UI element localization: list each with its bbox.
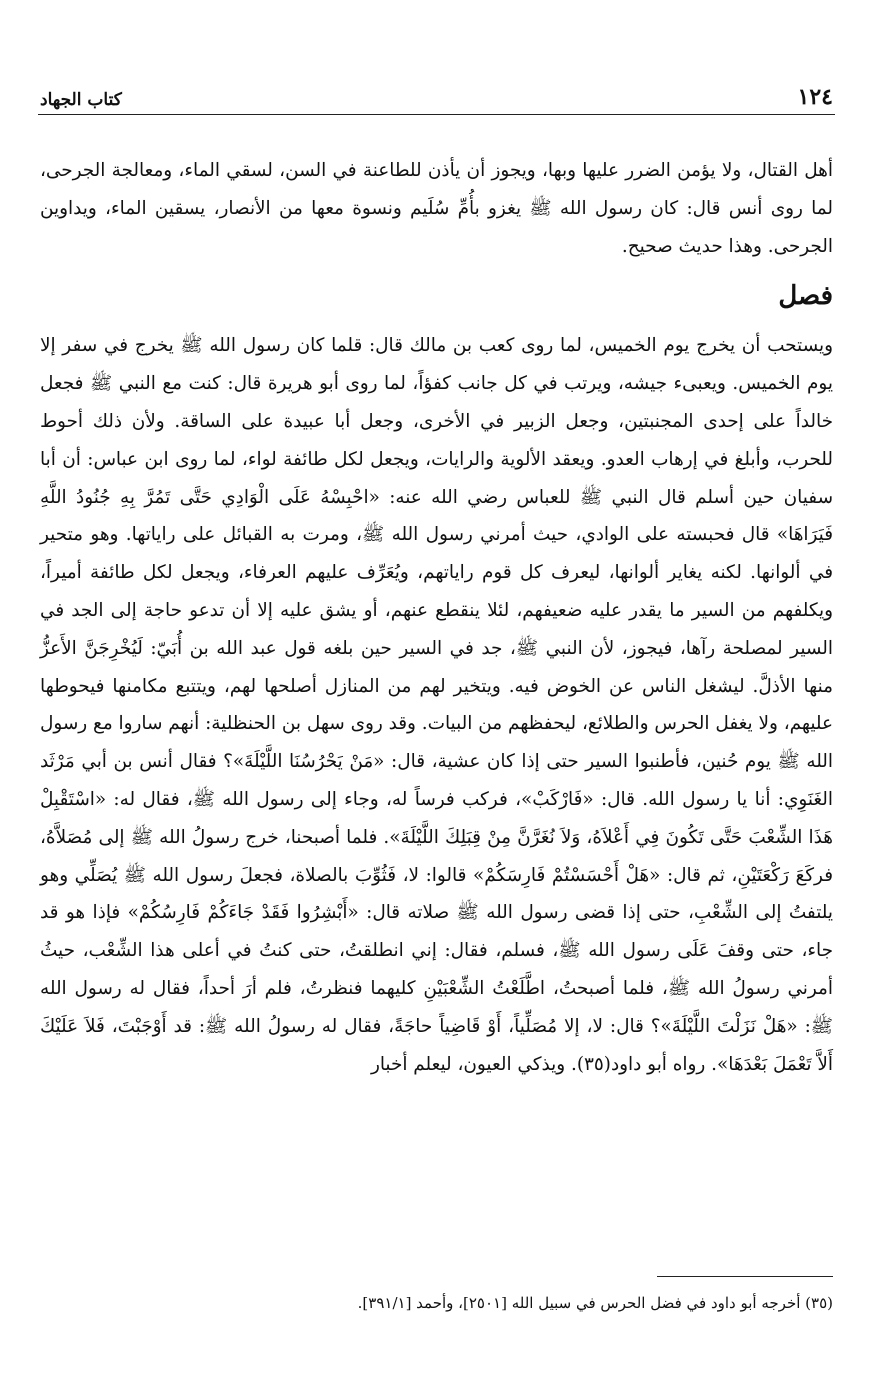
- footnote-rule: [657, 1276, 833, 1277]
- page-number: ١٢٤: [797, 84, 833, 110]
- body-text: [40, 152, 833, 1083]
- running-header: [40, 78, 833, 110]
- paragraph-1: أهل القتال، ولا يؤمن الضرر عليها وبها، ويجوز أن يأذن للطاعنة في السن، لسقي الماء، ومعالجة الجرحى، لما روى أنس قال: كان رسول الله ﷺ يغزو بأُمِّ سُلَيم ونسوة معها من الأنصار، يسقين الماء، ويداوين الجرحى. وهذا حديث صحيح.: [40, 160, 833, 257]
- header-rule: [38, 114, 835, 115]
- section-heading: فصل: [778, 281, 833, 312]
- footnote: (٣٥) أخرجه أبو داود في فضل الحرس في سبيل الله [٢٥٠١]، وأحمد [٣٩١/١].: [357, 1294, 833, 1312]
- paragraph-2: ويستحب أن يخرج يوم الخميس، لما روى كعب بن مالك قال: قلما كان رسول الله ﷺ يخرج في سفر إلا يوم الخميس. ويعبىء جيشه، ويرتب في كل جانب كفؤاً، لما روى أبو هريرة قال: كنت مع النبي ﷺ فجعل خالداً على إحدى المجنبتين، وجعل الزبير في الأخرى، وجعل أبا عبيدة على الساقة. ولأن ذلك أحوط للحرب، وأبلغ في إرهاب العدو. ويعقد الألوية والرايات، ويجعل لكل طائفة لواء، لما روى ابن عباس: أن أبا سفيان حين أسلم قال النبي ﷺ للعباس رضي الله عنه: «احْبِسْهُ عَلَى الْوَادِي حَتَّى تَمُرَّ بِهِ جُنُودُ اللَّهِ فَيَرَاهَا» قال فحبسته على الوادي، حيث أمرني رسول الله ﷺ، ومرت به القبائل على راياتها. وهو متحير في ألوانها. لكنه يغاير ألوانها، ليعرف كل قوم راياتهم، ويُعَرِّف عليهم العرفاء، ويجعل لكل طائفة أميراً، ويكلفهم من السير ما يقدر عليه ضعيفهم، لئلا ينقطع عنهم، أو يشق عليه إلا أن تدعو حاجة إلى الجد في السير لمصلحة رآها، فيجوز، لأن النبي ﷺ، جد في السير حين بلغه قول عبد الله بن أُبَيّ: لَيُخْرِجَنَّ الأَعزُّ منها الأذلَّ. ليشغل الناس عن الخوض فيه. ويتخير لهم من المنازل أصلحها لهم، ويتتبع مكامنها فيحوطها عليهم، ولا يغفل الحرس والطلائع، ليحفظهم من البيات. وقد روى سهل بن الحنظلية: أنهم ساروا مع رسول الله ﷺ يوم حُنين، فأطنبوا السير حتى إذا كان عشية، قال: «مَنْ يَحْرُسُنَا اللَّيْلَةَ»؟ فقال أنس بن أبي مَرْثَد الغَنَوِي: أنا يا رسول الله. قال: «فَارْكَبْ»، فركب فرساً له، وجاء إلى رسول الله ﷺ، فقال له: «اسْتَقْبِلْ هَذَا الشِّعْبَ حَتَّى تَكُونَ فِي أَعْلاَهُ، وَلاَ نُغَرَّنَّ مِنْ قِبَلِكَ اللَّيْلَةَ». فلما أصبحنا، خرج رسولُ الله ﷺ إلى مُصَلاَّهُ، فركَعَ رَكْعَتَيْنِ، ثم قال: «هَلْ أَحْسَسْتُمْ فَارِسَكُمْ» قالوا: لا، فَثُوِّبَ بالصلاة، فجعلَ رسول الله ﷺ يُصَلِّي وهو يلتفتُ إلى الشِّعْبِ، حتى إذا قضى رسول الله ﷺ صلاته قال: «أَبْشِرُوا فَقَدْ جَاءَكُمْ فَارِسُكُمْ» فإذا هو قد جاء، حتى وقفَ عَلَى رسول الله ﷺ، فسلم، فقال: إني انطلقتُ، حتى كنتُ في أعلى هذا الشِّعْب، حيثُ أمرني رسولُ الله ﷺ، فلما أصبحتُ، اطَّلَعْتُ الشِّعْبَيْنِ كليهما فنظرتُ، فلم أرَ أحداً، فقال له رسول الله ﷺ: «هَلْ نَزَلْتَ اللَّيْلَةَ»؟ قال: لا، إلا مُصَلِّياً، أَوْ قَاضِياً حاجَةً، فقال له رسولُ الله ﷺ: قد أَوْجَبْتَ، فَلاَ عَلَيْكَ أَلاَّ تَعْمَلَ بَعْدَهَا». رواه أبو داود(٣٥). ويذكي العيون، ليعلم أخبار: [40, 335, 833, 1075]
- book-title: كتاب الجهاد: [40, 90, 122, 110]
